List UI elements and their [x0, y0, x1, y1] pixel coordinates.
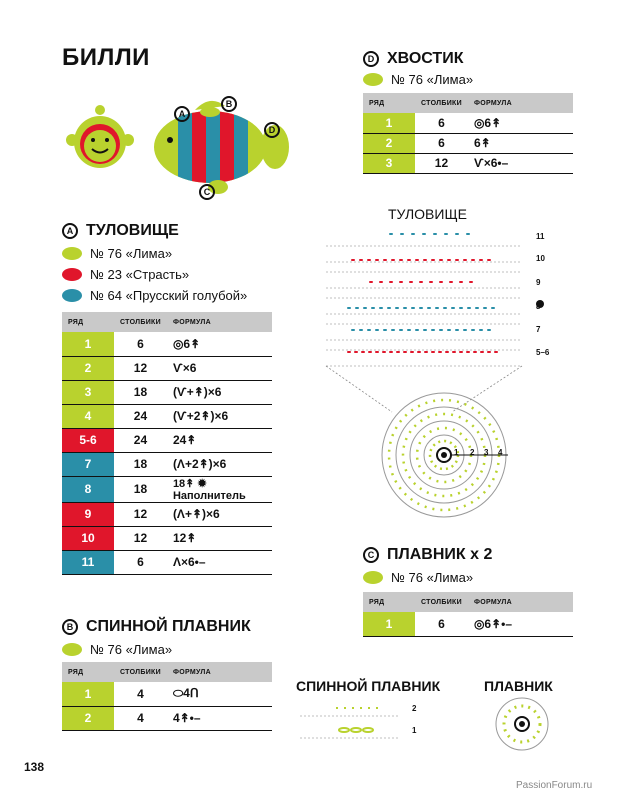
row-number: 8: [62, 476, 114, 502]
torso-heading: [62, 222, 179, 240]
yarn-swatch-icon: [62, 643, 82, 656]
table-row: [62, 706, 272, 730]
formula: 6↟: [468, 133, 573, 153]
row-number: 2: [62, 356, 114, 380]
stitch-count: 12: [114, 502, 167, 526]
col-formula-header: ФОРМУЛА: [468, 93, 573, 113]
row-number: 1: [363, 612, 415, 636]
table-row: [62, 332, 272, 356]
yarn-label: № 76 «Лима»: [391, 72, 474, 87]
col-row-header: РЯД: [363, 93, 415, 113]
row-number: 5-6: [62, 428, 114, 452]
yarn-label: № 76 «Лима»: [391, 570, 474, 585]
torso-title: ТУЛОВИЩЕ: [86, 222, 179, 239]
table-row: [62, 428, 272, 452]
table-row: [363, 113, 573, 133]
fin-yarn: [363, 570, 473, 585]
row-number: 1: [363, 113, 415, 133]
row-number: 4: [62, 404, 114, 428]
stitch-count: 12: [114, 526, 167, 550]
row-number: 1: [62, 332, 114, 356]
formula: Λ×6•–: [167, 550, 272, 574]
ring-label-1: 1: [454, 448, 459, 457]
formula: Ѵ×6: [167, 356, 272, 380]
marker-a-icon: A: [174, 106, 190, 122]
formula: Ѵ×6•–: [468, 153, 573, 173]
tail-table: [363, 93, 573, 174]
table-row: [62, 550, 272, 574]
letter-a-icon: A: [62, 223, 78, 239]
stitch-count: 18: [114, 452, 167, 476]
torso-yarn-list: [62, 246, 247, 303]
formula: ◎6↟: [167, 332, 272, 356]
table-row: [62, 356, 272, 380]
table-row: [62, 452, 272, 476]
marker-c-icon: C: [199, 184, 215, 200]
table-row: [62, 502, 272, 526]
yarn-label: № 64 «Прусский голубой»: [90, 288, 248, 303]
table-row: [363, 133, 573, 153]
yarn-label: № 23 «Страсть»: [90, 267, 190, 282]
yarn-swatch-icon: [363, 73, 383, 86]
stitch-count: 6: [415, 133, 468, 153]
col-stitches-header: СТОЛБИКИ: [114, 662, 167, 682]
col-row-header: РЯД: [62, 662, 114, 682]
row-number: 9: [62, 502, 114, 526]
stitch-count: 6: [114, 550, 167, 574]
formula: (Λ+↟)×6: [167, 502, 272, 526]
table-row: [62, 404, 272, 428]
table-row: [62, 380, 272, 404]
ring-label-3: 3: [484, 448, 489, 457]
col-stitches-header: СТОЛБИКИ: [415, 592, 468, 612]
formula: ⬭4Ո: [167, 682, 272, 706]
table-row: [62, 682, 272, 706]
diagram-torso-title: ТУЛОВИЩЕ: [388, 206, 467, 222]
row-number: 7: [62, 452, 114, 476]
dorsal-table: [62, 662, 272, 731]
letter-c-icon: C: [363, 547, 379, 563]
marker-d-icon: D: [264, 122, 280, 138]
diagram-fin-title: ПЛАВНИК: [484, 678, 553, 694]
fin-title: ПЛАВНИК x 2: [387, 546, 493, 563]
stitch-count: 24: [114, 404, 167, 428]
torso-diagram: [322, 222, 572, 532]
ring-label-2: 2: [470, 448, 475, 457]
fin-heading: [363, 546, 492, 564]
yarn-swatch-icon: [62, 247, 82, 260]
stitch-count: 4: [114, 706, 167, 730]
page-title: БИЛЛИ: [62, 44, 150, 71]
yarn-swatch-icon: [363, 571, 383, 584]
formula: ◎6↟•–: [468, 612, 573, 636]
table-row: [363, 612, 573, 636]
tail-title: ХВОСТИК: [387, 50, 464, 67]
row-label-11: 11: [536, 232, 545, 241]
row-label-7: 7: [536, 325, 541, 334]
stitch-count: 18: [114, 476, 167, 502]
col-formula-header: ФОРМУЛА: [468, 592, 573, 612]
tail-heading: [363, 50, 463, 68]
stitch-count: 6: [415, 612, 468, 636]
dorsal-heading: [62, 618, 251, 636]
col-stitches-header: СТОЛБИКИ: [114, 312, 167, 332]
stitch-count: 4: [114, 682, 167, 706]
watermark: PassionForum.ru: [516, 780, 593, 791]
torso-table: [62, 312, 272, 575]
row-number: 3: [62, 380, 114, 404]
dorsal-yarn: [62, 642, 172, 657]
page-number: 138: [24, 760, 45, 774]
row-number: 2: [363, 133, 415, 153]
formula: (Ѵ+2↟)×6: [167, 404, 272, 428]
row-number: 1: [62, 682, 114, 706]
formula: 24↟: [167, 428, 272, 452]
stitch-count: 12: [415, 153, 468, 173]
fin-table: [363, 592, 573, 637]
dorsal-title: СПИННОЙ ПЛАВНИК: [86, 618, 251, 635]
stitch-count: 12: [114, 356, 167, 380]
yarn-label: № 76 «Лима»: [90, 246, 173, 261]
table-row: [363, 153, 573, 173]
formula: (Ѵ+↟)×6: [167, 380, 272, 404]
tail-yarn: [363, 72, 473, 87]
row-label-8: 8: [536, 302, 541, 311]
row-number: 10: [62, 526, 114, 550]
marker-b-icon: B: [221, 96, 237, 112]
stitch-count: 18: [114, 380, 167, 404]
row-number: 11: [62, 550, 114, 574]
dorsal-row-label-1: 1: [412, 726, 417, 735]
row-label-5-6: 5–6: [536, 348, 550, 357]
formula: ◎6↟: [468, 113, 573, 133]
stitch-count: 6: [114, 332, 167, 356]
yarn-swatch-icon: [62, 268, 82, 281]
stitch-count: 24: [114, 428, 167, 452]
col-formula-header: ФОРМУЛА: [167, 312, 272, 332]
yarn-swatch-icon: [62, 289, 82, 302]
table-row: [62, 476, 272, 502]
stitch-count: 6: [415, 113, 468, 133]
ring-label-4: 4: [498, 448, 503, 457]
col-row-header: РЯД: [363, 592, 415, 612]
col-formula-header: ФОРМУЛА: [167, 662, 272, 682]
formula: 18↟ ✹ Наполнитель: [167, 476, 272, 502]
dorsal-row-label-2: 2: [412, 704, 417, 713]
letter-d-icon: D: [363, 51, 379, 67]
col-stitches-header: СТОЛБИКИ: [415, 93, 468, 113]
letter-b-icon: B: [62, 619, 78, 635]
diagram-dorsal-title: СПИННОЙ ПЛАВНИК: [296, 678, 441, 694]
col-row-header: РЯД: [62, 312, 114, 332]
yarn-label: № 76 «Лима»: [90, 642, 173, 657]
row-label-10: 10: [536, 254, 545, 263]
row-number: 2: [62, 706, 114, 730]
formula: 4↟•–: [167, 706, 272, 730]
formula: (Λ+2↟)×6: [167, 452, 272, 476]
dorsal-diagram: [300, 698, 460, 744]
formula: 12↟: [167, 526, 272, 550]
row-label-9: 9: [536, 278, 541, 287]
table-row: [62, 526, 272, 550]
row-number: 3: [363, 153, 415, 173]
fin-diagram: [494, 696, 550, 752]
